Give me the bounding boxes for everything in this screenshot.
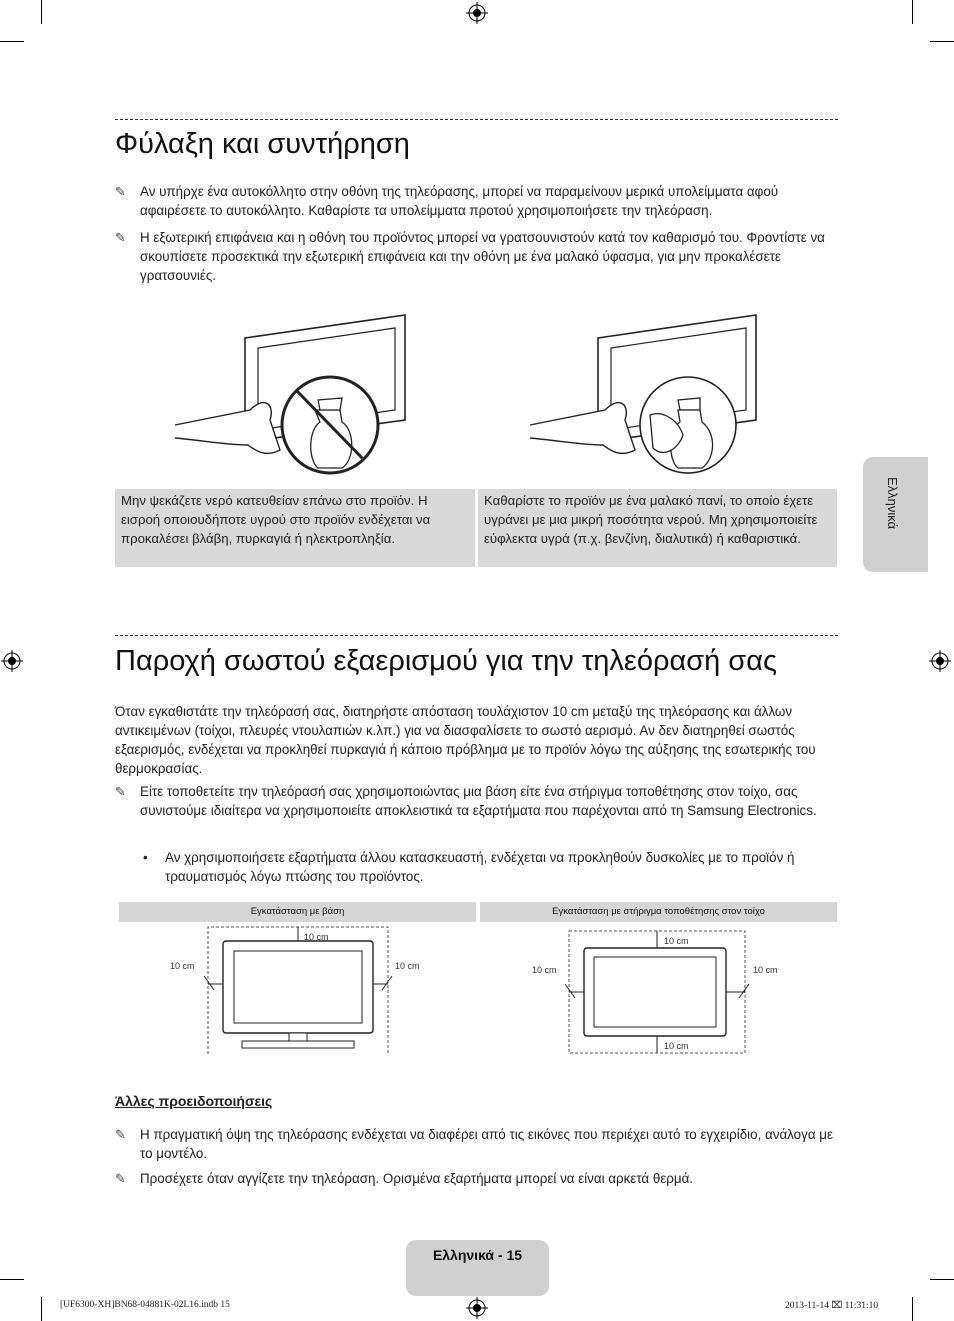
distance-label-top: 10 cm xyxy=(664,936,689,946)
crop-mark xyxy=(912,0,913,24)
pencil-note-icon: ✎ xyxy=(115,230,126,245)
footer-filename: [UF6300-XH]BN68-04881K-02L16.indb 15 xyxy=(60,1300,230,1310)
pencil-note-icon: ✎ xyxy=(115,1127,126,1142)
footer-timestamp: 2013-11-14 ⌧ 11:31:10 xyxy=(785,1301,879,1311)
crop-mark xyxy=(930,1279,954,1280)
section-title: Παροχή σωστού εξαερισμού για την τηλεόρασή σας xyxy=(115,645,777,677)
section-title: Φύλαξη και συντήρηση xyxy=(115,128,410,160)
pencil-note-icon: ✎ xyxy=(115,784,126,799)
bullet-item: • Αν χρησιμοποιήσετε εξαρτήματα άλλου κατασκευαστή, ενδέχεται να προκληθούν δυσκολίες με το προϊόν ή τραυματισμός λόγω πτώσης του προϊόντος. xyxy=(143,850,795,884)
registration-mark-icon xyxy=(1,650,23,672)
diagram-header-wall: Εγκατάσταση με στήριγμα τοποθέτησης στον τοίχο xyxy=(480,902,837,922)
registration-mark-icon xyxy=(929,650,951,672)
distance-label-left: 10 cm xyxy=(170,961,195,971)
distance-label-right: 10 cm xyxy=(395,961,420,971)
distance-label-left: 10 cm xyxy=(532,965,557,975)
pencil-note-icon: ✎ xyxy=(115,184,126,199)
section-divider xyxy=(115,635,838,636)
wall-clearance-diagram xyxy=(480,924,837,1059)
crop-mark xyxy=(912,1297,913,1321)
crop-mark xyxy=(0,41,24,42)
caption-no-spray: Μην ψεκάζετε νερό κατευθείαν επάνω στο προϊόν. Η εισροή οποιουδήποτε υγρού στο προϊόν ενδέχεται να προκαλέσει βλάβη, πυρκαγιά ή ηλεκτροπληξία. xyxy=(115,489,475,567)
ventilation-paragraph: Όταν εγκαθιστάτε την τηλεόρασή σας, διατηρήστε απόσταση τουλάχιστον 10 cm μεταξύ της τηλεόρασης και άλλων αντικειμένων (τοίχοι, πλευρές ντουλαπιών κ.λπ.) για να διασφαλίσετε το σωστό αερισμό. Αν δεν διατηρηθεί σωστός εξαερισμός, ενδέχεται να προκληθεί πυρκαγιά ή κάποιο πρόβλημα με το προϊόν λόγω της αύξησης της εσωτερικής του θερμοκρασίας. xyxy=(115,704,816,776)
distance-label-bottom: 10 cm xyxy=(664,1041,689,1051)
stand-clearance-diagram xyxy=(119,924,476,1059)
caption-soft-cloth: Καθαρίστε το προϊόν με ένα μαλακό πανί, το οποίο έχετε υγράνει με μια μικρή ποσότητα νερού. Μη χρησιμοποιείτε εύφλεκτα υγρά (π.χ. βενζίνη, διαλυτικά) ή καθαριστικά. xyxy=(478,489,837,567)
pencil-note-icon: ✎ xyxy=(115,1171,126,1186)
bullet-dot: • xyxy=(143,850,148,865)
no-spray-illustration xyxy=(170,310,410,480)
note-item: ✎ Η πραγματική όψη της τηλεόρασης ενδέχεται να διαφέρει από τις εικόνες που περιέχει αυτό το εγχειρίδιο, ανάλογα με το μοντέλο. xyxy=(115,1127,833,1161)
distance-label-top: 10 cm xyxy=(304,932,329,942)
distance-label-right: 10 cm xyxy=(753,965,778,975)
crop-mark xyxy=(41,0,42,24)
registration-mark-icon xyxy=(466,1297,488,1319)
crop-mark xyxy=(41,1297,42,1321)
crop-mark xyxy=(930,41,954,42)
other-warnings-heading: Άλλες προειδοποιήσεις xyxy=(115,1093,273,1109)
note-item: ✎ Είτε τοποθετείτε την τηλεόρασή σας χρησιμοποιώντας μια βάση είτε ένα στήριγμα τοποθέτησης στον τοίχο, σας συνιστούμε ιδιαίτερα να χρησιμοποιείτε αποκλειστικά τα εξαρτήματα που παρέχονται από τη Samsung Electronics. xyxy=(115,784,817,818)
language-side-tab: Ελληνικά xyxy=(863,457,928,572)
diagram-header-stand: Εγκατάσταση με βάση xyxy=(119,902,476,922)
soft-cloth-illustration xyxy=(528,310,768,480)
section-divider xyxy=(115,119,838,120)
registration-mark-icon xyxy=(466,2,488,24)
note-item: ✎ Προσέχετε όταν αγγίζετε την τηλεόραση. Ορισμένα εξαρτήματα μπορεί να είναι αρκετά θερμά. xyxy=(115,1171,694,1186)
note-item: ✎ Η εξωτερική επιφάνεια και η οθόνη του προϊόντος μπορεί να γρατσουνιστούν κατά τον καθαρισμό του. Φροντίστε να σκουπίσετε προσεκτικά την εξωτερική επιφάνεια και την οθόνη με ένα μαλακό ύφασμα, για μην προκαλέσετε γρατσουνιές. xyxy=(115,230,825,283)
crop-mark xyxy=(0,1279,24,1280)
note-item: ✎ Αν υπήρχε ένα αυτοκόλλητο στην οθόνη της τηλεόρασης, μπορεί να παραμείνουν μερικά υπολείμματα αφού αφαιρέσετε το αυτοκόλλητο. Καθαρίστε τα υπολείμματα προτού χρησιμοποιήσετε την τηλεόραση. xyxy=(115,184,779,218)
page-number: Ελληνικά - 15 xyxy=(406,1240,549,1296)
